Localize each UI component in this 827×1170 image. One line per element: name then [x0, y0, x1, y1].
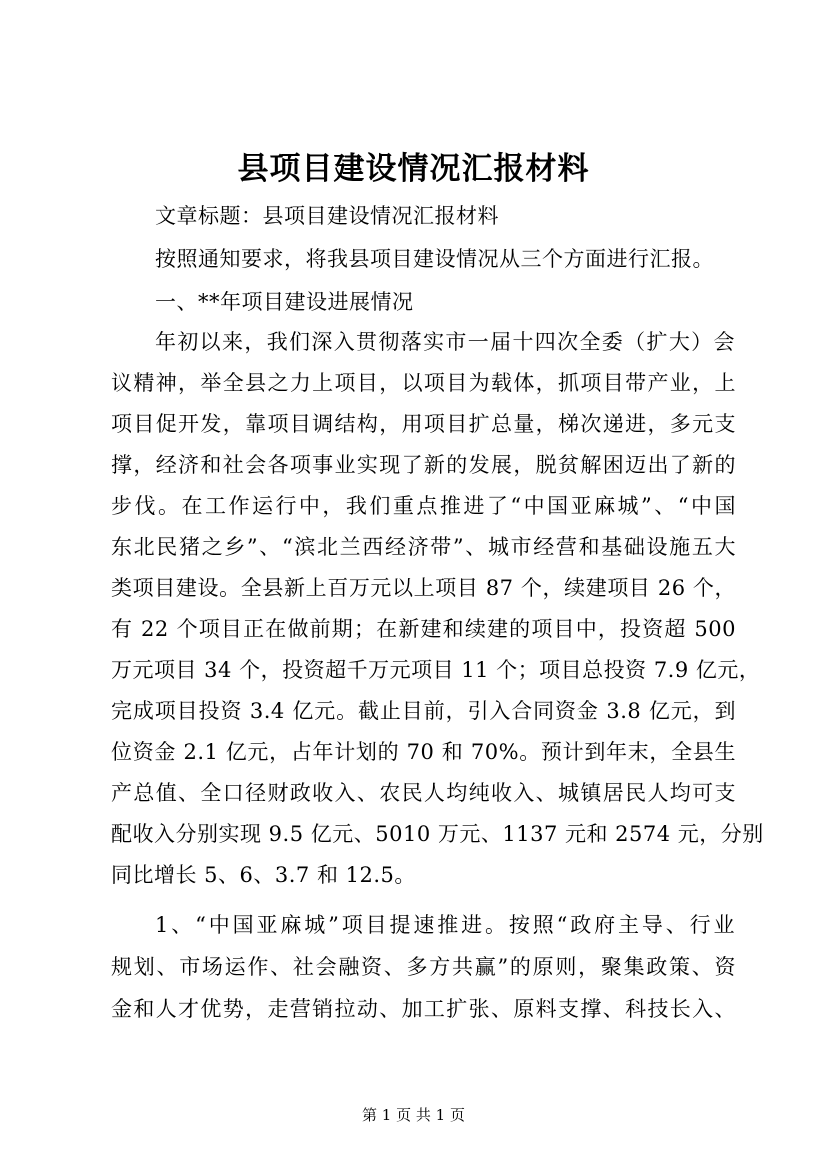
paragraph-line: 年初以来，我们深入贯彻落实市一届十四次全委（扩大）会 — [155, 330, 735, 354]
paragraph-line: 撑，经济和社会各项事业实现了新的发展，脱贫解困迈出了新的 — [111, 453, 736, 477]
paragraph-line: 万元项目 34 个，投资超千万元项目 11 个；项目总投资 7.9 亿元， — [111, 658, 761, 682]
document-title: 县项目建设情况汇报材料 — [237, 151, 590, 187]
intro-line: 按照通知要求，将我县项目建设情况从三个方面进行汇报。 — [155, 247, 714, 271]
page-footer: 第 1 页 共 1 页 — [362, 1106, 465, 1124]
paragraph-line: 完成项目投资 3.4 亿元。截止目前，引入合同资金 3.8 亿元，到 — [111, 699, 736, 723]
paragraph-line: 配收入分别实现 9.5 亿元、5010 万元、1137 元和 2574 元，分别 — [111, 822, 764, 846]
article-title-line: 文章标题：县项目建设情况汇报材料 — [155, 204, 499, 228]
paragraph-line: 项目促开发，靠项目调结构，用项目扩总量，梯次递进，多元支 — [111, 412, 736, 436]
paragraph-line: 有 22 个项目正在做前期；在新建和续建的项目中，投资超 500 — [111, 617, 736, 641]
paragraph-line: 位资金 2.1 亿元，占年计划的 70 和 70%。预计到年末，全县生 — [111, 740, 736, 764]
paragraph-line: 产总值、全口径财政收入、农民人均纯收入、城镇居民人均可支 — [111, 781, 736, 805]
paragraph-line: 东北民猪之乡”、“滨北兰西经济带”、城市经营和基础设施五大 — [111, 535, 736, 559]
section-heading: 一、**年项目建设进展情况 — [155, 290, 414, 314]
paragraph-line: 步伐。在工作运行中，我们重点推进了“中国亚麻城”、“中国 — [111, 494, 736, 518]
paragraph-line: 议精神，举全县之力上项目，以项目为载体，抓项目带产业，上 — [111, 371, 736, 395]
paragraph-line: 同比增长 5、6、3.7 和 12.5。 — [111, 863, 416, 887]
paragraph-line: 金和人才优势，走营销拉动、加工扩张、原料支撑、科技长入、 — [111, 997, 736, 1021]
paragraph-line: 1、“中国亚麻城”项目提速推进。按照“政府主导、行业 — [155, 913, 735, 937]
paragraph-line: 类项目建设。全县新上百万元以上项目 87 个，续建项目 26 个， — [111, 576, 736, 600]
paragraph-line: 规划、市场运作、社会融资、多方共赢”的原则，聚集政策、资 — [111, 955, 736, 979]
